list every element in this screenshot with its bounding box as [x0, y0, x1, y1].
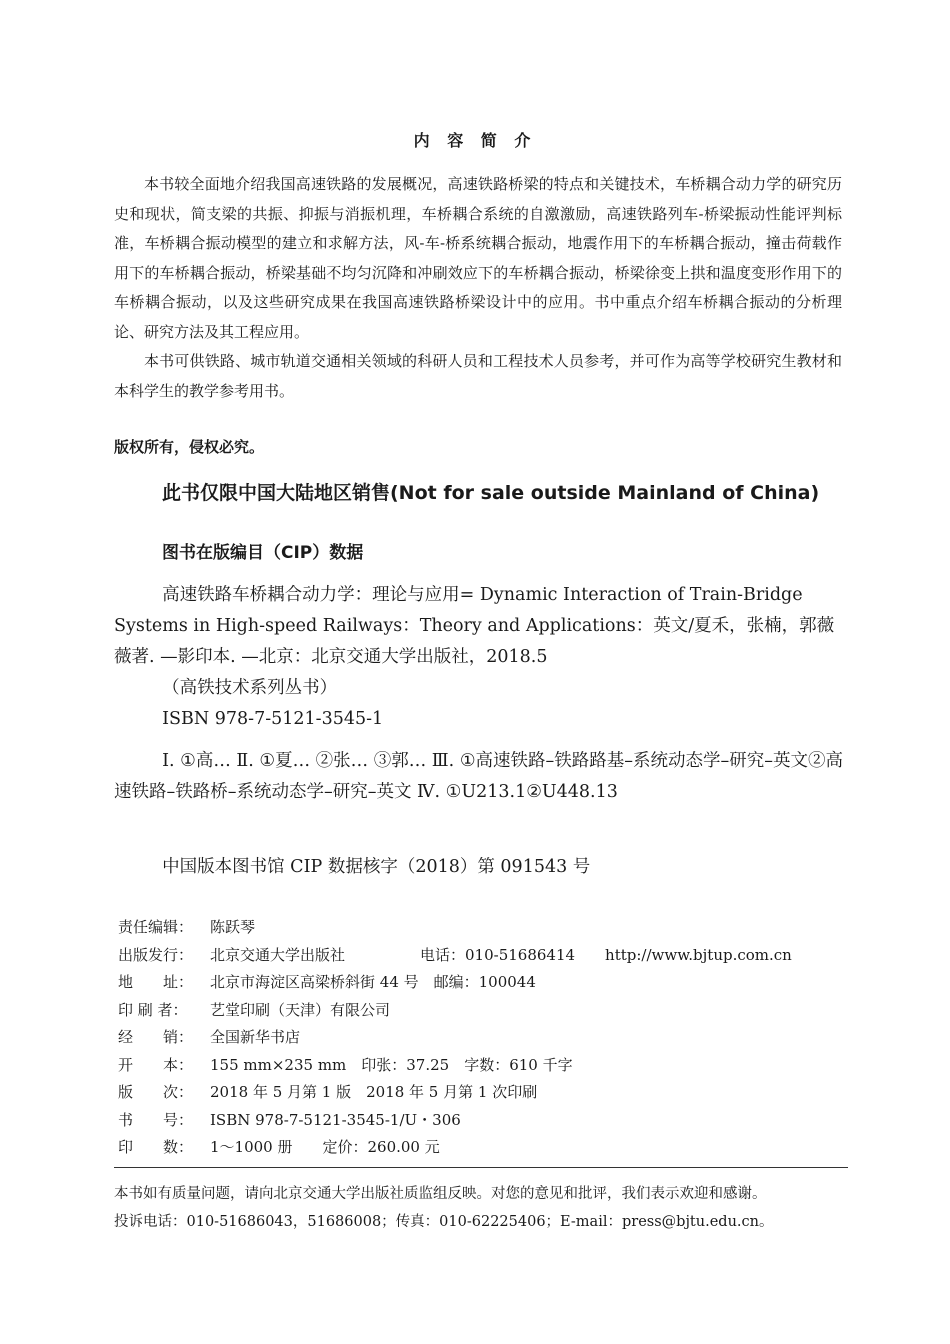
- pub-value: 北京交通大学出版社 电话：010-51686414 http://www.bjtup.com.cn: [210, 945, 792, 964]
- cip-record: [114, 580, 846, 735]
- pub-label: 责任编辑：: [118, 918, 194, 936]
- summary-paragraph: 本书较全面地介绍我国高速铁路的发展概况，高速铁路桥梁的特点和关键技术，车桥耦合动力学的研究历史和现状，简支梁的共振、抑振与消振机理，车桥耦合系统的自激激励，高速铁路列车-桥梁振动性能评判标准，车桥耦合振动模型的建立和求解方法，风-车-桥系统耦合振动，地震作用下的车桥耦合振动，撞击荷载作用下的车桥耦合振动，桥梁基础不均匀沉降和冲刷效应下的车桥耦合振动，桥梁徐变上拱和温度变形作用下的车桥耦合振动，以及这些研究成果在我国高速铁路桥梁设计中的应用。书中重点介绍车桥耦合振动的分析理论、研究方法及其工程应用。: [114, 175, 842, 341]
- pub-value: ISBN 978-7-5121-3545-1/U・306: [210, 1110, 461, 1129]
- summary-title: 内 容 简 介: [413, 131, 537, 150]
- cip-series: （高铁技术系列丛书）: [162, 678, 338, 698]
- pub-value: 陈跃琴: [210, 918, 256, 936]
- footer-divider: [114, 1167, 848, 1168]
- cip-entry: 高速铁路车桥耦合动力学：理论与应用= Dynamic Interaction of Train-Bridge Systems in High-speed Railways：Theory and Applications：英文/夏禾，张楠，郭薇薇著. —影印本. —北京：北京交通大学出版社，2018.5: [114, 585, 835, 667]
- pub-label: 印 刷 者：: [118, 1000, 188, 1019]
- cip-isbn: ISBN 978-7-5121-3545-1: [162, 709, 384, 729]
- cip-classification: Ⅰ. ①高… Ⅱ. ①夏… ②张… ③郭… Ⅲ. ①高速铁路–铁路路基–系统动态学–研究–英文②高速铁路–铁路桥–系统动态学–研究–英文 Ⅳ. ①U213.1②U448.13: [114, 751, 843, 802]
- footer-notice: [114, 1180, 773, 1236]
- pub-value: 艺堂印刷（天津）有限公司: [210, 1000, 391, 1019]
- cip-approval: 中国版本图书馆 CIP 数据核字（2018）第 091543 号: [162, 857, 591, 877]
- cip-heading: 图书在版编目（CIP）数据: [162, 543, 364, 563]
- pub-label: 印 数：: [118, 1138, 194, 1156]
- copyright-notice: 版权所有，侵权必究。: [114, 438, 265, 456]
- pub-label: 地 址：: [118, 973, 194, 991]
- pub-value: 全国新华书店: [210, 1028, 301, 1046]
- summary-paragraph: 本书可供铁路、城市轨道交通相关领域的科研人员和工程技术人员参考，并可作为高等学校研究生教材和本科学生的教学参考用书。: [114, 352, 842, 400]
- footer-contact: 投诉电话：010-51686043，51686008；传真：010-62225406；E-mail：press@bjtu.edu.cn。: [114, 1214, 774, 1230]
- pub-value: 北京市海淀区高梁桥斜街 44 号 邮编：100044: [210, 973, 536, 991]
- cip-classification-block: [114, 746, 846, 808]
- pub-label: 书 号：: [118, 1110, 194, 1129]
- sale-region-notice: 此书仅限中国大陆地区销售(Not for sale outside Mainland of China): [162, 482, 820, 504]
- pub-label: 经 销：: [118, 1028, 194, 1046]
- pub-label: 版 次：: [118, 1083, 194, 1101]
- footer-quality-notice: 本书如有质量问题，请向北京交通大学出版社质监组反映。对您的意见和批评，我们表示欢迎和感谢。: [114, 1186, 767, 1202]
- pub-value: 2018 年 5 月第 1 版 2018 年 5 月第 1 次印刷: [210, 1083, 538, 1101]
- pub-value: 1～1000 册 定价：260.00 元: [210, 1138, 440, 1156]
- pub-value: 155 mm×235 mm 印张：37.25 字数：610 千字: [210, 1055, 573, 1074]
- pub-label: 出版发行：: [118, 945, 194, 964]
- cip-approval-block: [114, 852, 846, 883]
- summary-body: [114, 170, 842, 406]
- pub-label: 开 本：: [118, 1055, 194, 1074]
